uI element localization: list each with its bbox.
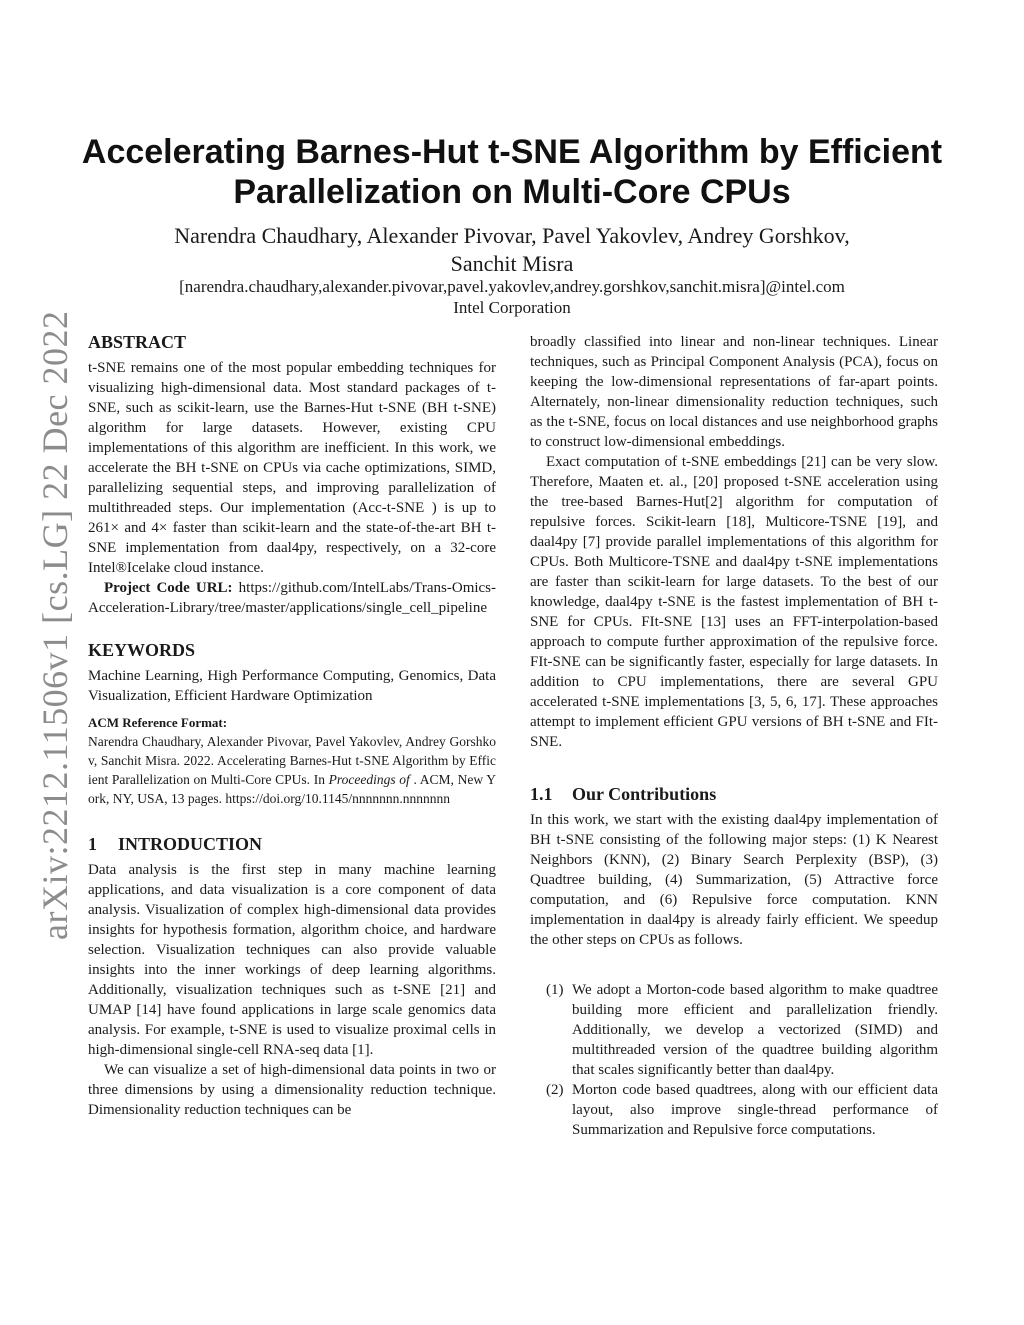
list-item-number: (2): [546, 1082, 564, 1098]
project-code-paragraph: [88, 578, 496, 618]
title-line-1: Accelerating Barnes-Hut t-SNE Algorithm by Efficient: [81, 133, 943, 171]
subsection-number: 1.1: [530, 784, 553, 804]
list-item: [530, 1080, 938, 1140]
left-column: [88, 330, 496, 1120]
acm-reference-doi: . ACM, New York, NY, USA, 13 pages. https://doi.org/10.1145/nnnnnnn.nnnnnnn: [88, 772, 496, 806]
acm-reference-text: Narendra Chaudhary, Alexander Pivovar, Pavel Yakovlev, Andrey Gorshkov, Sanchit Misra. 2022. Accelerating Barnes-Hut t-SNE Algorithm by Efficient Parallelization on Multi-Core CPUs. In: [88, 734, 496, 787]
author-emails: [narendra.chaudhary,alexander.pivovar,pavel.yakovlev,andrey.gorshkov,sanchit.misra]@intel.com: [179, 277, 845, 296]
contributions-list: [530, 980, 938, 1140]
intro-paragraph-4: Exact computation of t-SNE embeddings [21] can be very slow. Therefore, Maaten et. al., [20] proposed t-SNE acceleration using the tree-based Barnes-Hut[2] algorithm for computation of repulsive forces. Scikit-learn [18], Multicore-TSNE [19], and daal4py [7] provide parallel implementations of this algorithm for CPUs. Both Multicore-TSNE and daal4py t-SNE implementations are faster than scikit-learn for large datasets. To the best of our knowledge, daal4py t-SNE is the fastest implementation of BH t-SNE for CPUs. FIt-SNE [13] uses an FFT-interpolation-based approach to compute further approximation of the repulsive force. FIt-SNE can be significantly faster, especially for large datasets. In addition to CPU implementations, there are several GPU accelerated t-SNE implementations [3, 5, 6, 17]. These approaches attempt to implement efficient GPU versions of BH t-SNE and FIt-SNE.: [530, 454, 938, 750]
paper-title: [70, 132, 954, 212]
keywords-body: Machine Learning, High Performance Computing, Genomics, Data Visualization, Efficient Hardware Optimization: [88, 668, 496, 704]
intro-paragraph-1: Data analysis is the first step in many machine learning applications, and data visualization is a core component of data analysis. Visualization of complex high-dimensional data provides insights for hypothesis formation, algorithm choice, and hardware selection. Visualization techniques can also provide valuable insights into the inner workings of deep learning algorithms. Additionally, visualization techniques such as t-SNE [21] and UMAP [14] have found applications in large scale genomics data analysis. For example, t-SNE is used to visualize proximal cells in high-dimensional single-cell RNA-seq data [1].: [88, 862, 496, 1058]
contributions-heading: [530, 782, 938, 806]
contributions-intro: In this work, we start with the existing daal4py implementation of BH t-SNE consisting of the following major steps: (1) K Nearest Neighbors (KNN), (2) Binary Search Perplexity (BSP), (3) Quadtree building, (4) Summarization, (5) Attractive force computation, and (6) Repulsive force computation. KNN implementation in daal4py is already fairly efficient. We speedup the other steps on CPUs as follows.: [530, 812, 938, 948]
intro-paragraph-2: We can visualize a set of high-dimensional data points in two or three dimensions by using a dimensionality reduction technique. Dimensionality reduction techniques can be: [88, 1062, 496, 1118]
list-item-text: Morton code based quadtrees, along with our efficient data layout, also improve single-thread performance of Summarization and Repulsive force computations.: [572, 1082, 938, 1138]
author-affiliation: Intel Corporation: [453, 298, 571, 317]
list-item-text: We adopt a Morton-code based algorithm to make quadtree building more efficient and parallelization friendly. Additionally, we develop a vectorized (SIMD) and multithreaded version of the quadtree building algorithm that scales significantly better than daal4py.: [572, 982, 938, 1078]
abstract-heading: ABSTRACT: [88, 332, 187, 352]
list-item: [530, 980, 938, 1080]
intro-paragraph-3: broadly classified into linear and non-linear techniques. Linear techniques, such as Principal Component Analysis (PCA), focus on keeping the low-dimensional representations of far-apart points. Alternately, non-linear dimensionality reduction techniques, such as the t-SNE, focus on local distances and use neighborhood graphs to construct low-dimensional embeddings.: [530, 334, 938, 450]
arxiv-identifier-stamp: arXiv:2212.11506v1 [cs.LG] 22 Dec 2022: [35, 310, 75, 940]
subsection-title: Our Contributions: [572, 784, 717, 804]
section-number: 1: [88, 834, 97, 854]
introduction-heading: [88, 832, 496, 856]
author-contact: [80, 276, 944, 318]
author-list: [110, 222, 914, 278]
title-line-2: Parallelization on Multi-Core CPUs: [233, 173, 791, 211]
project-code-label: Project Code URL:: [104, 580, 233, 596]
right-column: [530, 332, 938, 1140]
authors-line-2: Sanchit Misra: [450, 251, 574, 276]
authors-line-1: Narendra Chaudhary, Alexander Pivovar, Pavel Yakovlev, Andrey Gorshkov,: [174, 223, 850, 248]
acm-reference-body: [88, 732, 496, 808]
acm-reference-heading: ACM Reference Format:: [88, 715, 228, 730]
list-item-number: (1): [546, 982, 564, 998]
acm-reference-italic: Proceedings of: [328, 772, 414, 787]
project-code-url[interactable]: https://github.com/IntelLabs/Trans-Omics-Acceleration-Library/tree/master/applications/single_cell_pipeline: [88, 580, 497, 616]
section-title: INTRODUCTION: [118, 834, 263, 854]
keywords-heading: KEYWORDS: [88, 640, 196, 660]
abstract-body: t-SNE remains one of the most popular embedding techniques for visualizing high-dimensional data. Most standard packages of t-SNE, such as scikit-learn, use the Barnes-Hut t-SNE (BH t-SNE) algorithm for large datasets. However, existing CPU implementations of this algorithm are inefficient. In this work, we accelerate the BH t-SNE on CPUs via cache optimizations, SIMD, parallelizing sequential steps, and improving parallelization of multithreaded steps. Our implementation (Acc-t-SNE ) is up to 261× and 4× faster than scikit-learn and the state-of-the-art BH t-SNE implementation from daal4py, respectively, on a 32-core Intel®Icelake cloud instance.: [88, 360, 496, 576]
